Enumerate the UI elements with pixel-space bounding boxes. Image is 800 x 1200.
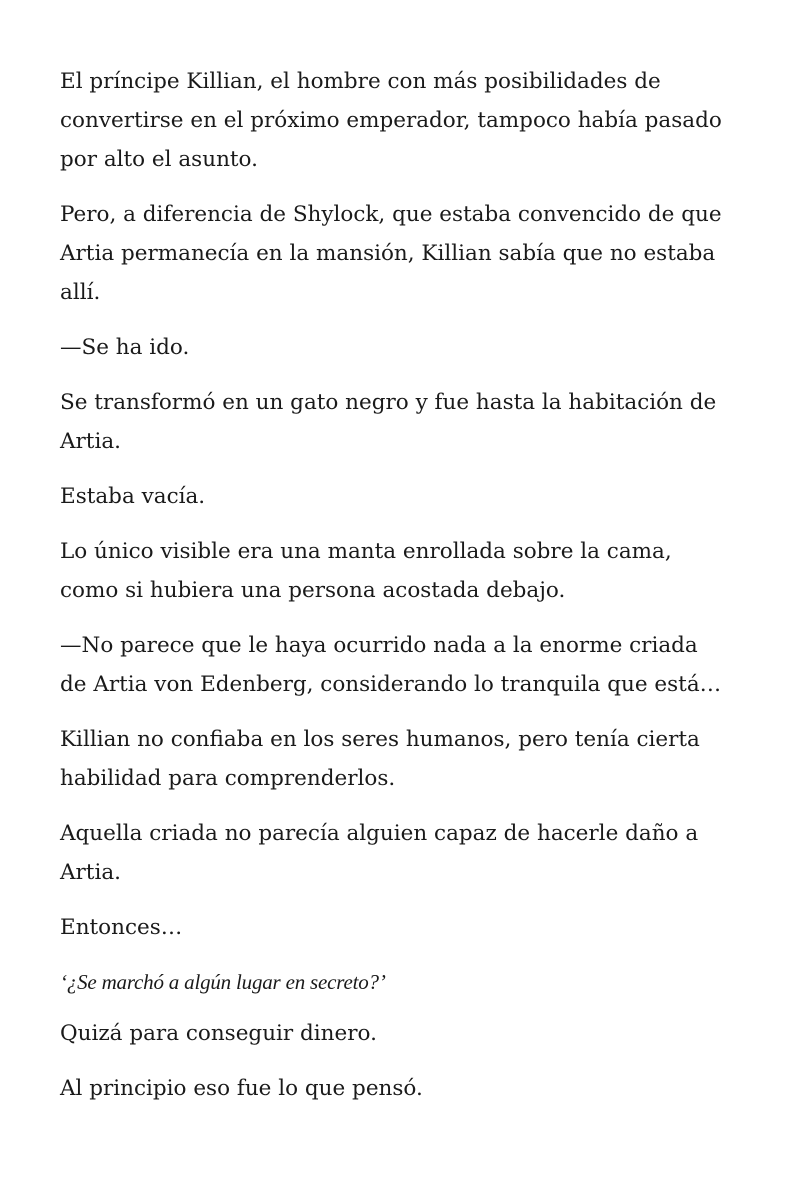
paragraph: Estaba vacía. [60,484,206,509]
dialogue-line: —Se ha ido. [60,335,190,360]
paragraph: Entonces… [60,915,183,940]
paragraph: Pero, a diferencia de Shylock, que estaba convencido de que Artia permanecía en la mansión, Killian sabía que no estaba allí. [60,202,722,305]
dialogue-line: —No parece que le haya ocurrido nada a la enorme criada de Artia von Edenberg, considerando lo tranquila que está… [60,633,722,697]
document-body [60,62,750,1124]
paragraph: El príncipe Killian, el hombre con más posibilidades de convertirse en el próximo emperador, tampoco había pasado por alto el asunto. [60,69,722,172]
inner-thought: ‘¿Se marchó a algún lugar en secreto?’ [60,970,386,994]
paragraph: Quizá para conseguir dinero. [60,1021,377,1046]
paragraph: Al principio eso fue lo que pensó. [60,1076,423,1101]
paragraph: Se transformó en un gato negro y fue hasta la habitación de Artia. [60,390,717,454]
paragraph: Killian no confiaba en los seres humanos, pero tenía cierta habilidad para comprenderlos. [60,727,700,791]
paragraph: Aquella criada no parecía alguien capaz de hacerle daño a Artia. [60,821,699,885]
paragraph: Lo único visible era una manta enrollada sobre la cama, como si hubiera una persona acostada debajo. [60,539,672,603]
